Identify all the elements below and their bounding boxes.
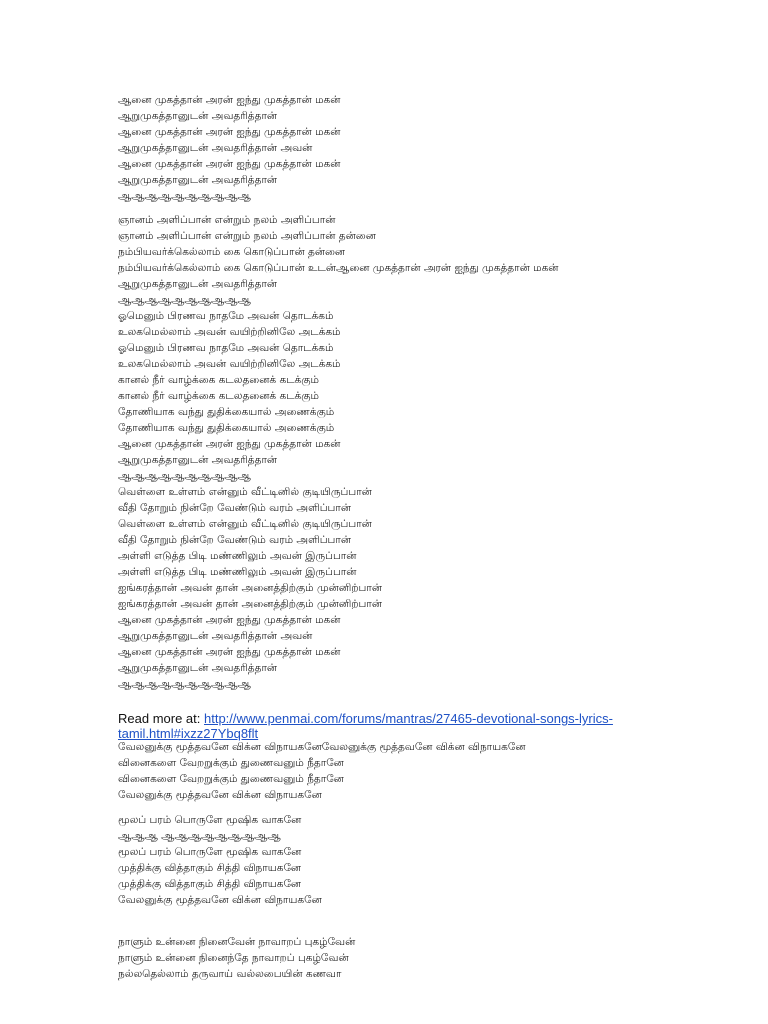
lyric-line: ஆறுமுகத்தானுடன் அவதரித்தான் [118, 454, 278, 466]
lyrics-section-5 [118, 934, 728, 982]
lyric-line: ஆஆஆஆஆஆஆஆஆஆ [118, 294, 251, 306]
source-link[interactable]: http://www.penmai.com/forums/mantras/27465-devotional-songs-lyrics-tamil.html#ixzz27Ybq8flt [118, 711, 613, 741]
lyric-line: நாளும் உன்னை நினைவேன் நாவாறப் புகழ்வேன் [118, 936, 356, 948]
lyric-line: நம்பியவர்க்கெல்லாம் கை கொடுப்பான் தன்னை [118, 246, 346, 258]
lyric-line: மூலப் பரம் பொருளே மூஷிக வாகனே [118, 814, 302, 826]
lyric-line: ஆனை முகத்தான் அரன் ஐந்து முகத்தான் மகன் [118, 614, 341, 626]
lyric-line: ஆறுமுகத்தானுடன் அவதரித்தான் அவன் [118, 142, 313, 154]
lyric-line: ஆறுமுகத்தானுடன் அவதரித்தான் அவன் [118, 630, 313, 642]
lyric-line: அள்ளி எடுத்த பிடி மண்ணிலும் அவன் இருப்பான் [118, 550, 357, 562]
lyric-line: ஆனை முகத்தான் அரன் ஐந்து முகத்தான் மகன் [118, 158, 341, 170]
lyric-line: முத்திக்கு வித்தாகும் சித்தி விநாயகனே [118, 862, 302, 874]
lyric-line: வேலனுக்கு மூத்தவனே விக்ன விநாயகனே [118, 789, 322, 801]
lyric-line: தோணியாக வந்து துதிக்கையால் அணைக்கும் [118, 422, 335, 434]
lyric-line: ஞானம் அளிப்பான் என்றும் நலம் அளிப்பான் தன்னை [118, 230, 376, 242]
lyric-line: நல்லதெல்லாம் தருவாய் வல்லபையின் கணவா [118, 968, 342, 980]
lyric-line: முத்திக்கு வித்தாகும் சித்தி விநாயகனே [118, 878, 302, 890]
lyric-line: தோணியாக வந்து துதிக்கையால் அணைக்கும் [118, 406, 335, 418]
lyric-line: வேலனுக்கு மூத்தவனே விக்ன விநாயகனே [118, 894, 322, 906]
lyric-line: அள்ளி எடுத்த பிடி மண்ணிலும் அவன் இருப்பான் [118, 566, 357, 578]
lyric-line: வீதி தோறும் நின்றே வேண்டும் வரம் அளிப்பான் [118, 534, 352, 546]
lyric-line: வெள்ளை உள்ளம் என்னும் வீட்டினில் குடியிருப்பான் [118, 518, 372, 530]
lyric-line: ஞானம் அளிப்பான் என்றும் நலம் அளிப்பான் [118, 214, 336, 226]
lyric-line: வேலனுக்கு மூத்தவனே விக்ன விநாயகனேவேலனுக்கு மூத்தவனே விக்ன விநாயகனே [118, 741, 526, 753]
lyric-line: ஐங்கரத்தான் அவன் தான் அனைத்திற்கும் முன்னிற்பான் [118, 598, 382, 610]
lyric-line: உலகமெல்லாம் அவன் வயிற்றினிலே அடக்கம் [118, 326, 341, 338]
lyric-line: ஆஆஆஆஆஆஆஆஆஆ [118, 678, 251, 690]
lyric-line: கானல் நீர் வாழ்க்கை கடலதனைக் கடக்கும் [118, 374, 319, 386]
lyric-line: வினைகளை வேறறுக்கும் துணைவனும் நீதானே [118, 757, 344, 769]
lyric-line: ஓமெனும் பிரணவ நாதமே அவன் தொடக்கம் [118, 310, 334, 322]
lyric-line: வினைகளை வேறறுக்கும் துணைவனும் நீதானே [118, 773, 344, 785]
lyric-line: நாளும் உன்னை நினைந்தே நாவாறப் புகழ்வேன் [118, 952, 349, 964]
lyric-line: ஆறுமுகத்தானுடன் அவதரித்தான் [118, 174, 278, 186]
lyric-line: ஐங்கரத்தான் அவன் தான் அனைத்திற்கும் முன்னிற்பான் [118, 582, 382, 594]
lyric-line: ஓமெனும் பிரணவ நாதமே அவன் தொடக்கம் [118, 342, 334, 354]
lyric-line: ஆஆஆஆஆஆஆஆஆஆ [118, 190, 251, 202]
lyric-line: ஆனை முகத்தான் அரன் ஐந்து முகத்தான் மகன் [118, 94, 341, 106]
lyrics-section-2 [118, 212, 728, 692]
lyrics-section-3 [118, 739, 728, 803]
lyric-line: மூலப் பரம் பொருளே மூஷிக வாகனே [118, 846, 302, 858]
lyric-line: ஆனை முகத்தான் அரன் ஐந்து முகத்தான் மகன் [118, 438, 341, 450]
lyric-line: வெள்ளை உள்ளம் என்னும் வீட்டினில் குடியிருப்பான் [118, 486, 372, 498]
lyric-line: வீதி தோறும் நின்றே வேண்டும் வரம் அளிப்பான் [118, 502, 352, 514]
read-more-label: Read more at: [118, 711, 204, 726]
read-more [118, 711, 728, 741]
lyrics-section-4 [118, 812, 728, 908]
lyrics-section-1 [118, 92, 728, 204]
lyric-line: ஆறுமுகத்தானுடன் அவதரித்தான் [118, 110, 278, 122]
lyric-line: ஆறுமுகத்தானுடன் அவதரித்தான் [118, 278, 278, 290]
lyric-line: ஆஆஆ ஆஆஆஆஆஆஆஆஆ [118, 830, 281, 842]
lyric-line: ஆறுமுகத்தானுடன் அவதரித்தான் [118, 662, 278, 674]
lyric-line: ஆஆஆஆஆஆஆஆஆஆ [118, 470, 251, 482]
lyric-line: கானல் நீர் வாழ்க்கை கடலதனைக் கடக்கும் [118, 390, 319, 402]
lyric-line: நம்பியவர்க்கெல்லாம் கை கொடுப்பான் உடன்ஆனை முகத்தான் அரன் ஐந்து முகத்தான் மகன் [118, 262, 559, 274]
lyric-line: உலகமெல்லாம் அவன் வயிற்றினிலே அடக்கம் [118, 358, 341, 370]
lyric-line: ஆனை முகத்தான் அரன் ஐந்து முகத்தான் மகன் [118, 126, 341, 138]
lyric-line: ஆனை முகத்தான் அரன் ஐந்து முகத்தான் மகன் [118, 646, 341, 658]
